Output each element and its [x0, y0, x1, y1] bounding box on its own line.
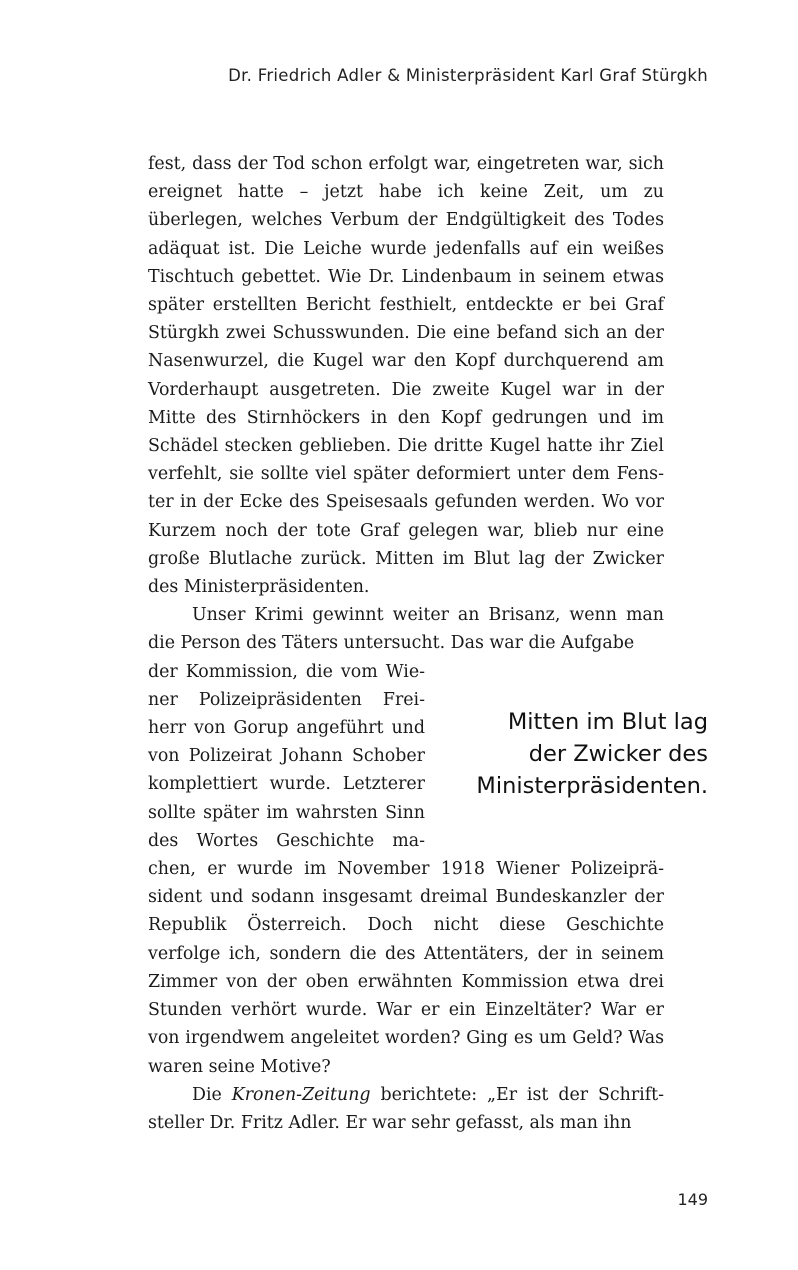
pull-quote-line: der Zwicker des — [528, 741, 708, 767]
float-line: komplettiert wurde. Letzterer — [148, 774, 425, 795]
paragraph-1: fest, dass der Tod schon erfolgt war, eingetreten war, sich ereignet hatte – jetzt habe ich keine Zeit, um zu überlegen, welches Verbum der Endgültigkeit des Todes adäquat ist. Die Leiche wurde jedenfalls auf ein weißes Tischtuch gebettet. Wie Dr. Lindenbaum in seinem etwas später erstellten Bericht festhielt, entdeckte er bei Graf Stürgkh zwei Schusswunden. Die eine befand sich an der Nasenwurzel, die Kugel war den Kopf durchquerend am Vorderhaupt ausgetreten. Die zweite Kugel war in der Mitte des Stirnhöckers in den Kopf gedrungen und im Schädel stecken geblieben. Die dritte Kugel hatte ihr Ziel verfehlt, sie sollte viel später deformiert unter dem Fenster in der Ecke des Speisesaals gefunden werden. Wo vor Kurzem noch der tote Graf gelegen war, blieb nur eine große Blutlache zurück. Mitten im Blut lag der Zwicker des Ministerpräsidenten. — [148, 154, 664, 598]
float-line: ner Polizeipräsidenten Frei- — [148, 689, 425, 710]
paragraph-2-start: Unser Krimi gewinnt weiter an Brisanz, wenn man die Person des Täters untersucht. Das war die Aufgabe — [148, 605, 664, 654]
pull-quote-line: Mitten im Blut lag — [507, 709, 708, 735]
float-line: der Kommission, die vom Wie- — [148, 661, 425, 682]
float-line: von Polizeirat Johann Schober — [148, 746, 425, 767]
float-line: sollte später im wahrsten Sinn — [148, 802, 425, 823]
pull-quote — [450, 706, 708, 802]
paragraph-3-rest: berichtete: „Er ist der Schriftsteller Dr. Fritz Adler. Er war sehr gefasst, als man ihn — [148, 1084, 665, 1133]
running-header: Dr. Friedrich Adler & Ministerpräsident Karl Graf Stürgkh — [228, 66, 708, 85]
page-number: 149 — [677, 1190, 708, 1209]
paragraph-3-lead: Die — [192, 1084, 232, 1105]
paragraph-2-end: chen, er wurde im November 1918 Wiener Polizeipräsident und sodann insgesamt dreimal Bundeskanzler der Republik Österreich. Doch nicht diese Geschichte verfolge ich, sondern die des Attentäters, der in seinem Zimmer von der oben erwähnten Kommission etwa drei Stunden verhört wurde. War er ein Einzeltäter? War er von irgendwem angeleitet worden? Ging es um Geld? Was waren seine Motive? — [148, 859, 664, 1077]
pull-quote-line: Ministerpräsidenten. — [476, 773, 708, 799]
paragraph-3 — [148, 1081, 664, 1137]
float-line: herr von Gorup angeführt und — [148, 718, 425, 739]
body-text — [148, 150, 664, 1137]
newspaper-title: Kronen-Zeitung — [231, 1084, 371, 1105]
float-line: des Wortes Geschichte ma- — [148, 830, 425, 851]
